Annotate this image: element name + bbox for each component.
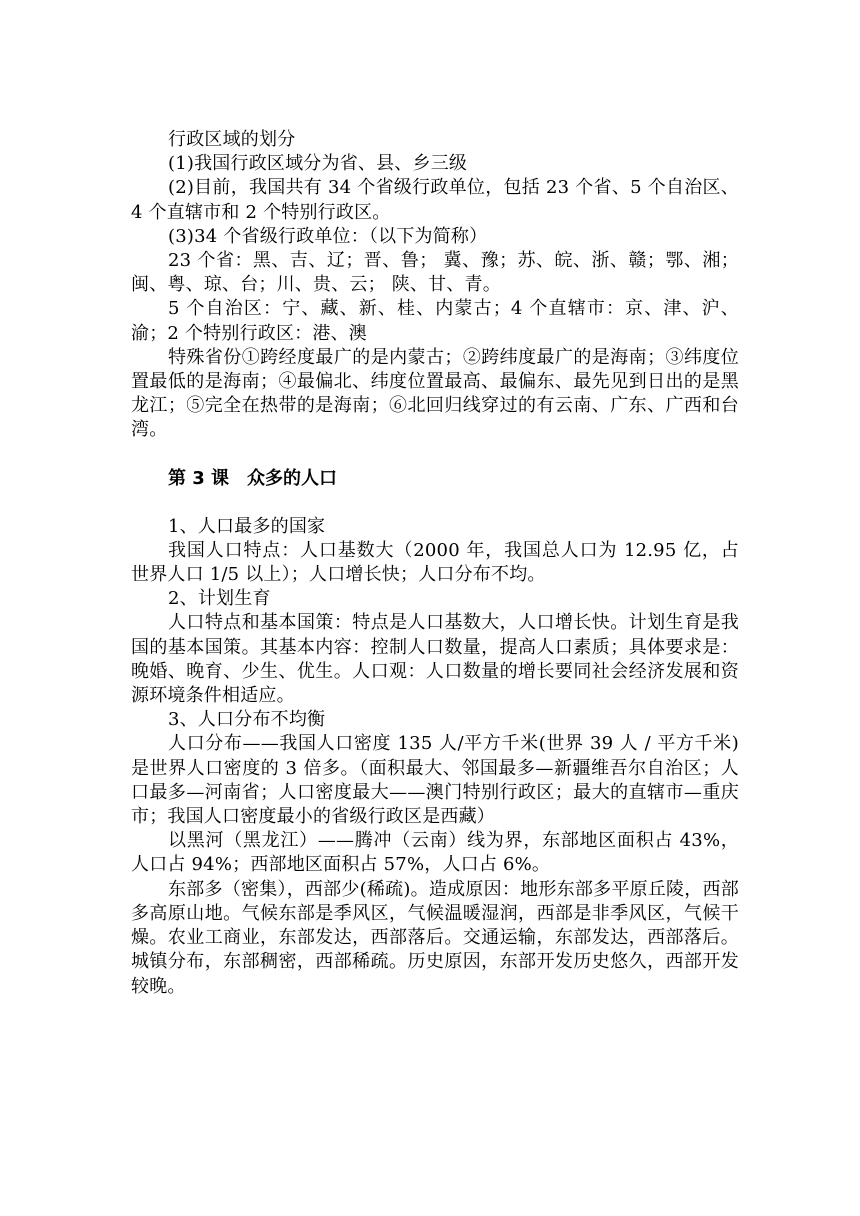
- spacer: [131, 443, 739, 467]
- paragraph-heihe-tengchong-line: 以黑河（黑龙江）——腾冲（云南）线为界，东部地区面积占 43%，人口占 94%；西部地区面积占 57%，人口占 6%。: [131, 830, 739, 876]
- paragraph-provinces-list: 23 个省：黑、吉、辽；晋、鲁； 冀、豫；苏、皖、浙、赣；鄂、湘； 闽、粤、琼、台；川、贵、云； 陕、甘、青。: [131, 250, 739, 296]
- paragraph-basic-policy: 人口特点和基本国策：特点是人口基数大，人口增长快。计划生育是我国的基本国策。其基本内容：控制人口数量，提高人口素质；具体要求是：晚婚、晚育、少生、优生。人口观：人口数量的增长要同社会经济发展和资源环境条件相适应。: [131, 612, 739, 707]
- section-title-admin-division: 行政区域的划分: [168, 129, 296, 150]
- paragraph-regions-municipalities: 5 个自治区：宁、藏、新、桂、内蒙古；4 个直辖市：京、津、沪、渝；2 个特别行政区：港、澳: [131, 298, 739, 344]
- paragraph-population-features: 我国人口特点：人口基数大（2000 年，我国总人口为 12.95 亿，占世界人口 1/5 以上）；人口增长快；人口分布不均。: [131, 539, 739, 586]
- subheading-family-planning: 2、计划生育: [168, 588, 271, 610]
- document-page: [131, 128, 739, 999]
- paragraph-provincial-units: (2)目前，我国共有 34 个省级行政单位，包括 23 个省、5 个自治区、4 个直辖市和 2 个特别行政区。: [131, 177, 739, 223]
- subheading-most-populous: 1、人口最多的国家: [168, 515, 326, 537]
- paragraph-admin-levels: (1)我国行政区域分为省、县、乡三级: [168, 153, 468, 175]
- subheading-uneven-distribution: 3、人口分布不均衡: [168, 709, 326, 731]
- paragraph-abbreviations-intro: (3)34 个省级行政单位：（以下为简称）: [168, 225, 488, 247]
- paragraph-population-density: 人口分布——我国人口密度 135 人/平方千米(世界 39 人 / 平方千米) 是世界人口密度的 3 倍多。（面积最大、邻国最多—新疆维吾尔自治区；人口最多—河南省；人口密度最大——澳门特别行政区；最大的直辖市—重庆市；我国人口密度最小的省级行政区是西藏）: [131, 733, 739, 828]
- paragraph-distribution-reasons: 东部多（密集），西部少(稀疏)。造成原因：地形东部多平原丘陵，西部多高原山地。气候东部是季风区，气候温暖湿润，西部是非季风区，气候干燥。农业工商业，东部发达，西部落后。交通运输，东部发达，西部落后。城镇分布，东部稠密，西部稀疏。历史原因，东部开发历史悠久，西部开发较晚。: [131, 878, 739, 997]
- paragraph-special-provinces: 特殊省份①跨经度最广的是内蒙古；②跨纬度最广的是海南；③纬度位置最低的是海南；④最偏北、纬度位置最高、最偏东、最先见到日出的是黑龙江；⑤完全在热带的是海南；⑥北回归线穿过的有云南、广东、广西和台湾。: [131, 346, 739, 441]
- spacer: [131, 491, 739, 515]
- lesson-heading: 第 3 课 众多的人口: [168, 467, 338, 489]
